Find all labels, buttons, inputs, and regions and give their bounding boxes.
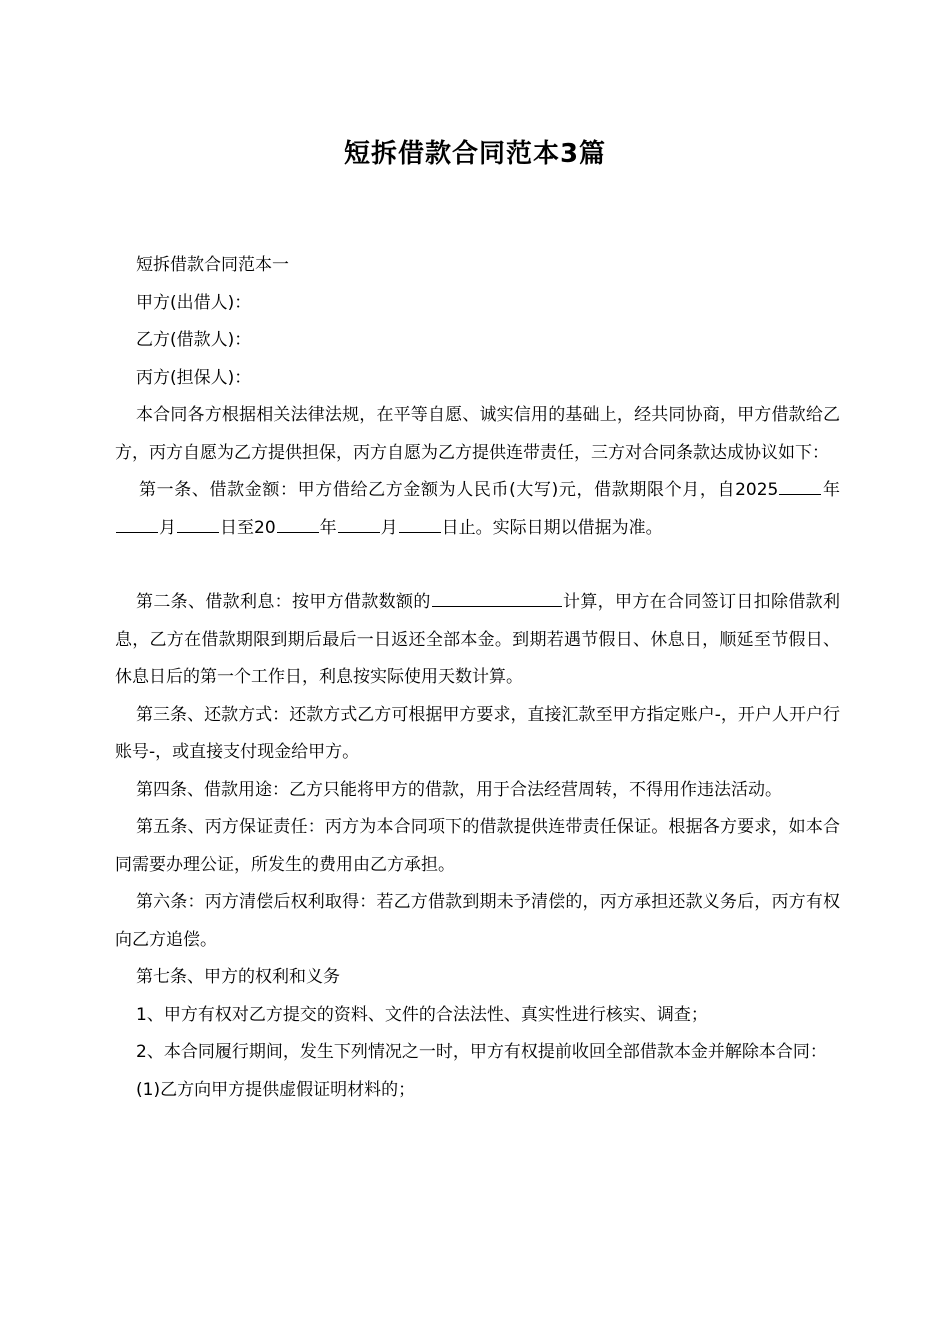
- article-1-paragraph: [115, 472, 840, 547]
- blank-line: [277, 516, 319, 533]
- article-2-text-b: 计算，甲方在合同签订日扣除借款利息，乙方在借款期限到期后最后一日返还全部本金。到期若遇节假日、休息日，顺延至节假日、休息日后的第一个工作日，利息按实际使用天数计算。: [115, 592, 841, 687]
- article-2-paragraph: [115, 584, 840, 697]
- blank-line: [116, 516, 158, 533]
- article-7-heading: 第七条、甲方的权利和义务: [136, 967, 340, 987]
- paragraph-gap: [115, 547, 840, 584]
- blank-line: [399, 516, 441, 533]
- article-7-subitem-1: (1)乙方向甲方提供虚假证明材料的；: [136, 1079, 416, 1100]
- article-3-paragraph: 第三条、还款方式：还款方式乙方可根据甲方要求，直接汇款至甲方指定账户-，开户人开户行账号-，或直接支付现金给甲方。: [115, 704, 840, 762]
- article-6-paragraph: 第六条：丙方清偿后权利取得：若乙方借款到期未予清偿的，丙方承担还款义务后，丙方有权向乙方追偿。: [115, 892, 840, 950]
- party-a-line: 甲方(出借人)：: [136, 292, 252, 313]
- document-body: [115, 247, 840, 1109]
- blank-line: [779, 478, 821, 495]
- article-1-text-d: 日至20: [220, 517, 276, 538]
- preamble-paragraph: 本合同各方根据相关法律法规，在平等自愿、诚实信用的基础上，经共同协商，甲方借款给乙方，丙方自愿为乙方提供担保，丙方自愿为乙方提供连带责任，三方对合同条款达成协议如下：: [115, 405, 840, 463]
- article-5-paragraph: 第五条、丙方保证责任：丙方为本合同项下的借款提供连带责任保证。根据各方要求，如本合同需要办理公证，所发生的费用由乙方承担。: [115, 817, 840, 875]
- article-7-item-1: 1、甲方有权对乙方提交的资料、文件的合法法性、真实性进行核实、调查；: [136, 1004, 708, 1025]
- article-1-text-b: 年: [822, 480, 840, 500]
- section-heading: 短拆借款合同范本一: [136, 255, 289, 275]
- article-1-text-c: 月: [159, 517, 176, 538]
- blank-line: [338, 516, 380, 533]
- article-7-item-2: 2、本合同履行期间，发生下列情况之一时，甲方有权提前收回全部借款本金并解除本合同：: [136, 1042, 827, 1062]
- document-title: 短拆借款合同范本3篇: [343, 139, 607, 169]
- article-4-paragraph: 第四条、借款用途：乙方只能将甲方的借款，用于合法经营周转，不得用作违法活动。: [136, 779, 782, 800]
- article-1-text-g: 日止。实际日期以借据为准。: [441, 517, 663, 538]
- blank-line: [432, 590, 562, 607]
- party-c-line: 丙方(担保人)：: [136, 367, 252, 388]
- article-1-text-f: 月: [380, 517, 398, 538]
- blank-line: [177, 516, 219, 533]
- article-1-text-e: 年: [319, 517, 337, 538]
- article-2-text-a: 第二条、借款利息：按甲方借款数额的: [136, 592, 431, 612]
- article-1-text-a: 第一条、借款金额：甲方借给乙方金额为人民币(大写)元，借款期限个月，自2025: [139, 480, 779, 500]
- party-b-line: 乙方(借款人)：: [136, 330, 252, 350]
